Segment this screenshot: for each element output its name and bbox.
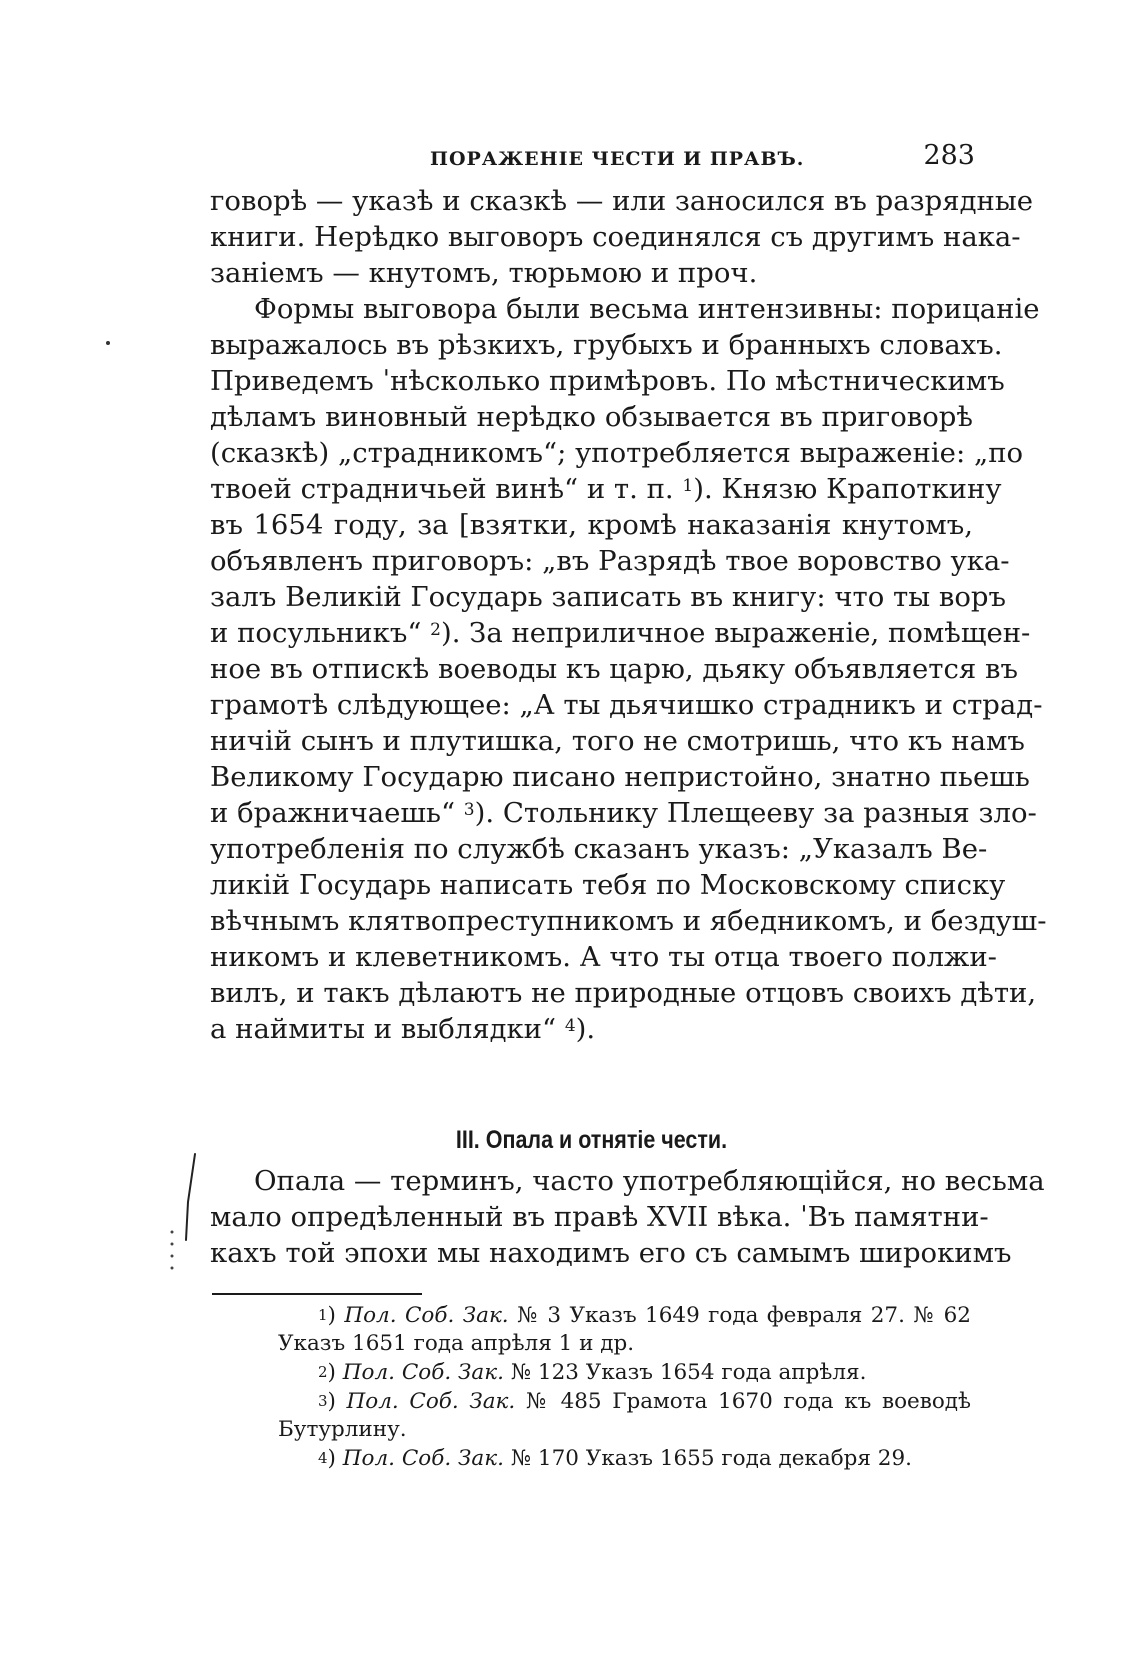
footnote-source: Пол. Соб. Зак. <box>346 1389 516 1414</box>
footnote-source: Пол. Соб. Зак. <box>342 1446 504 1471</box>
text-run: твоей страдничьей винѣ“ и т. п. <box>210 473 674 505</box>
body-line: Опала — терминъ, часто употребляющійся, но весьма <box>254 1165 1045 1197</box>
section-heading: III. Опала и отнятіе чести. <box>455 1126 728 1154</box>
body-line: залъ Великій Государь записать въ книгу: что ты воръ <box>210 581 1007 613</box>
margin-dots-icon <box>168 1228 176 1276</box>
margin-pencil-stroke-icon <box>184 1152 198 1242</box>
running-head <box>210 140 975 180</box>
text-run: и бражничаешь“ <box>210 797 456 829</box>
stray-dot-icon <box>106 341 110 345</box>
footnote-1-continuation: Указъ 1651 года апрѣля 1 и др. <box>278 1331 635 1356</box>
footnote-source: Пол. Соб. Зак. <box>344 1303 509 1328</box>
body-line: кахъ той эпохи мы находимъ его съ самымъ широкимъ <box>210 1237 1012 1269</box>
body-line: (сказкѣ) „страдникомъ“; употребляется выраженіе: „по <box>210 437 1024 469</box>
footnote-text: № 485 Грамота 1670 года къ воеводѣ <box>515 1389 971 1414</box>
footnote-rule <box>212 1293 422 1295</box>
body-line-with-footnote-ref <box>210 615 1031 651</box>
footnote-ref-3[interactable]: 3 <box>463 800 475 820</box>
body-line: книги. Нерѣдко выговоръ соединялся съ другимъ нака- <box>210 221 1021 253</box>
footnote-1: $^1$) Пол. Соб. Зак. № 3 Указъ 1649 года февраля 27. № 62 <box>318 1303 971 1328</box>
text-run: ). За неприличное выраженіе, помѣщен- <box>440 617 1031 649</box>
body-line: ничій сынъ и плутишка, того не смотришь, что къ намъ <box>210 725 1025 757</box>
footnote-number: 2 <box>318 1363 328 1381</box>
body-line: выражалось въ рѣзкихъ, грубыхъ и бранныхъ словахъ. <box>210 329 1003 361</box>
footnote-text: № 123 Указъ 1654 года апрѣля. <box>503 1360 867 1385</box>
body-line: никомъ и клеветникомъ. А что ты отца твоего полжи- <box>210 941 997 973</box>
body-line: мало опредѣленный въ правѣ XVII вѣка. ˈВъ памятни- <box>210 1201 989 1233</box>
footnote-number: 3 <box>318 1392 328 1410</box>
body-line: вилъ, и такъ дѣлаютъ не природные отцовъ своихъ дѣти, <box>210 977 1037 1009</box>
body-line: дѣламъ виновный нерѣдко обзывается въ приговорѣ <box>210 401 973 433</box>
footnote-2: $^2$) Пол. Соб. Зак. № 123 Указъ 1654 года апрѣля. <box>318 1360 867 1385</box>
footnote-3: $^3$) Пол. Соб. Зак. № 485 Грамота 1670 года къ воеводѣ <box>318 1389 971 1414</box>
page-number: 283 <box>923 140 975 171</box>
text-run: ). <box>575 1013 596 1045</box>
body-line: объявленъ приговоръ: „въ Разрядѣ твое воровство ука- <box>210 545 1010 577</box>
body-line-with-footnote-ref <box>210 471 1002 507</box>
footnote-source: Пол. Соб. Зак. <box>342 1360 504 1385</box>
text-run: а наймиты и выблядки“ <box>210 1013 557 1045</box>
body-line: Формы выговора были весьма интензивны: порицаніе <box>254 293 1040 325</box>
footnote-number: 1 <box>318 1306 328 1324</box>
footnote-3-continuation: Бутурлину. <box>278 1417 407 1442</box>
body-line: ное въ отпискѣ воеводы къ царю, дьяку объявляется въ <box>210 653 1018 685</box>
body-line: говорѣ — указѣ и сказкѣ — или заносился въ разрядные <box>210 185 1033 217</box>
body-line: въ 1654 году, за [взятки, кромѣ наказанія кнутомъ, <box>210 509 973 541</box>
footnote-ref-1[interactable]: 1 <box>682 476 694 496</box>
body-line: Великому Государю писано непристойно, знатно пьешь <box>210 761 1030 793</box>
footnote-text: № 170 Указъ 1655 года декабря 29. <box>503 1446 912 1471</box>
footnote-text: № 3 Указъ 1649 года февраля 27. № 62 <box>508 1303 971 1328</box>
running-title: ПОРАЖЕНІЕ ЧЕСТИ И ПРАВЪ. <box>430 148 805 170</box>
body-line: Приведемъ ˈнѣсколько примѣровъ. По мѣстническимъ <box>210 365 1005 397</box>
text-run: ). Стольнику Плещееву за разныя зло- <box>474 797 1037 829</box>
text-run: ). Князю Крапоткину <box>693 473 1002 505</box>
body-line-with-footnote-ref <box>210 1011 973 1047</box>
body-line-with-footnote-ref <box>210 795 1037 831</box>
body-line: ликій Государь написать тебя по Московскому списку <box>210 869 1006 901</box>
text-run: и посульникъ“ <box>210 617 422 649</box>
body-line: заніемъ — кнутомъ, тюрьмою и проч. <box>210 257 758 289</box>
footnote-4: $^4$) Пол. Соб. Зак. № 170 Указъ 1655 года декабря 29. <box>318 1446 912 1471</box>
footnote-ref-4[interactable]: 4 <box>564 1016 576 1036</box>
body-line: грамотѣ слѣдующее: „А ты дьячишко страдникъ и страд- <box>210 689 1043 721</box>
body-line: употребленія по службѣ сказанъ указъ: „Указалъ Ве- <box>210 833 988 865</box>
footnote-ref-2[interactable]: 2 <box>430 620 441 640</box>
footnote-number: 4 <box>318 1449 328 1467</box>
body-line: вѣчнымъ клятвопреступникомъ и ябедникомъ, и бездуш- <box>210 905 1047 937</box>
